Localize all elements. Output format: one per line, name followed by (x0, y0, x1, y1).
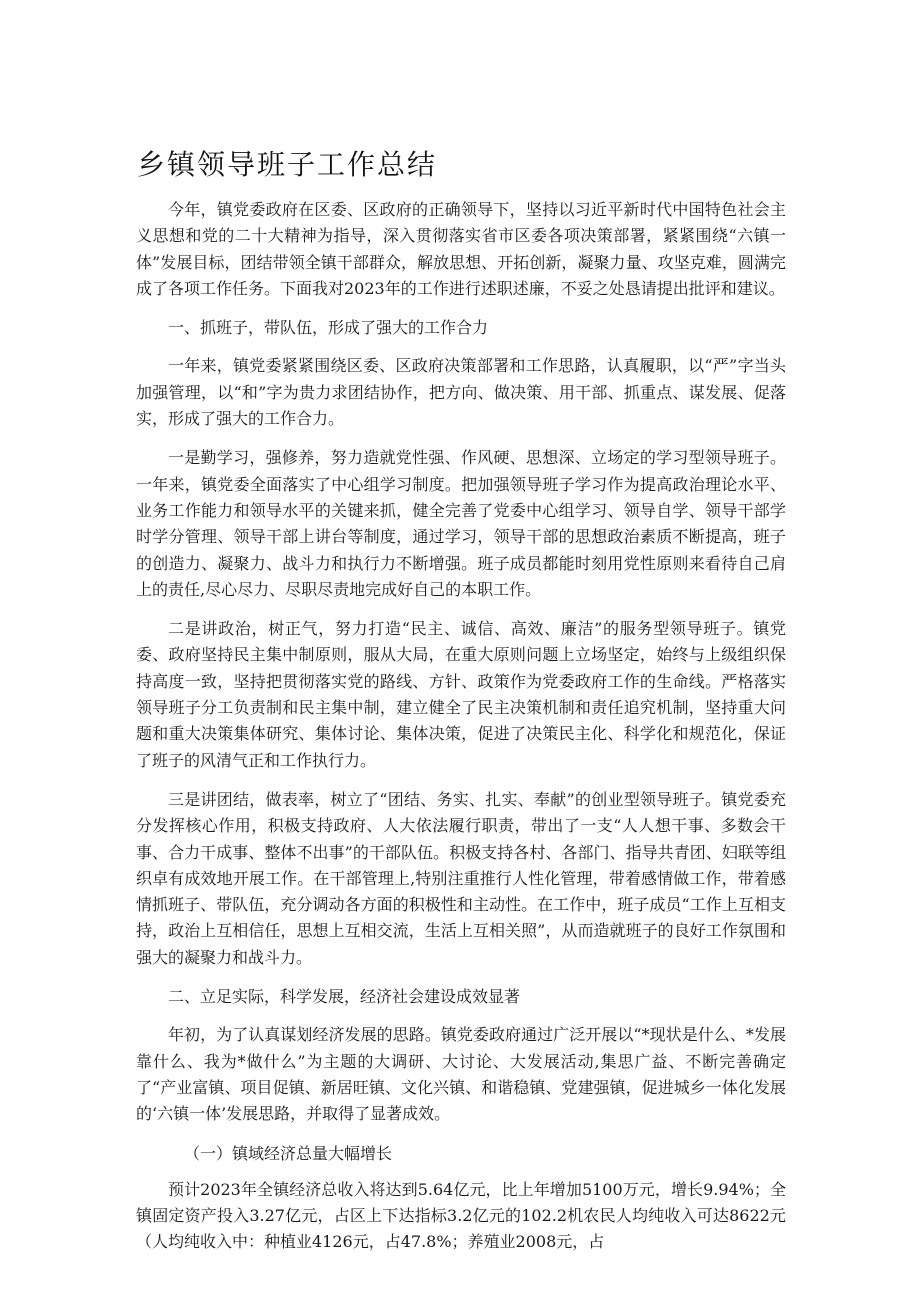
body-paragraph: 预计2023年全镇经济总收入将达到5.64亿元，比上年增加5100万元，增长9.94%；全镇固定资产投入3.27亿元，占区上下达指标3.2亿元的102.2机农民人均纯收入可达8622元（人均纯收入中：种植业4126元，占47.8%；养殖业2008元，占 (136, 1179, 786, 1252)
body-paragraph: 二是讲政治，树正气，努力打造“民主、诚信、高效、廉洁”的服务型领导班子。镇党委、政府坚持民主集中制原则，服从大局，在重大原则问题上立场坚定，始终与上级组织保持高度一致，坚持把贯彻落实党的路线、方针、政策作为党委政府工作的生命线。严格落实领导班子分工负责制和民主集中制，建立健全了民主决策机制和责任追究机制，坚持重大问题和重大决策集体研究、集体讨论、集体决策，促进了决策民主化、科学化和规范化，保证了班子的风清气正和工作执行力。 (136, 619, 786, 770)
body-paragraph: 年初，为了认真谋划经济发展的思路。镇党委政府通过广泛开展以“*现状是什么、*发展靠什么、我为*做什么”为主题的大调研、大讨论、大发展活动,集思广益、不断完善确定了“产业富镇、项目促镇、新居旺镇、文化兴镇、和谐稳镇、党建强镇，促进城乡一体化发展的‘六镇一体’发展思路，并取得了显著成效。 (136, 1025, 786, 1124)
section-heading-2: 二、立足实际，科学发展，经济社会建设成效显著 (168, 987, 521, 1007)
subsection-heading-1: （一）镇域经济总量大幅增长 (184, 1143, 393, 1163)
section-heading-1: 一、抓班子，带队伍，形成了强大的工作合力 (168, 318, 489, 338)
body-paragraph: 一是勤学习，强修养，努力造就党性强、作风硬、思想深、立场定的学习型领导班子。一年来，镇党委全面落实了中心组学习制度。把加强领导班子学习作为提高政治理论水平、业务工作能力和领导水平的关键来抓，健全完善了党委中心组学习、领导自学、领导干部学时学分管理、领导干部上讲台等制度，通过学习，领导干部的思想政治素质不断提高，班子的创造力、凝聚力、战斗力和执行力不断增强。班子成员都能时刻用党性原则来看待自己肩上的责任,尽心尽力、尽职尽责地完成好自己的本职工作。 (136, 448, 786, 599)
body-paragraph: 三是讲团结，做表率，树立了“团结、务实、扎实、奉献”的创业型领导班子。镇党委充分发挥核心作用，积极支持政府、人大依法履行职责，带出了一支“人人想干事、多数会干事、合力干成事、整体不出事”的干部队伍。积极支持各村、各部门、指导共青团、妇联等组织卓有成效地开展工作。在干部管理上,特别注重推行人性化管理，带着感情做工作，带着感情抓班子、带队伍，充分调动各方面的积极性和主动性。在工作中，班子成员“工作上互相支持，政治上互相信任，思想上互相交流，生活上互相关照”，从而造就班子的良好工作氛围和强大的凝聚力和战斗力。 (136, 789, 786, 967)
body-paragraph: 一年来，镇党委紧紧围绕区委、区政府决策部署和工作思路，认真履职，以“严”字当头加强管理，以“和”字为贵力求团结协作，把方向、做决策、用干部、抓重点、谋发展、促落实，形成了强大的工作合力。 (136, 356, 786, 429)
document-title: 乡镇领导班子工作总结 (137, 148, 438, 181)
document-body (136, 197, 786, 1269)
intro-paragraph: 今年，镇党委政府在区委、区政府的正确领导下，坚持以习近平新时代中国特色社会主义思想和党的二十大精神为指导，深入贯彻落实省市区委各项决策部署，紧紧围绕“六镇一体”发展目标，团结带领全镇干部群众，解放思想、开拓创新，凝聚力量、攻坚克难，圆满完成了各项工作任务。下面我对2023年的工作进行述职述廉，不妥之处恳请提出批评和建议。 (136, 200, 786, 298)
